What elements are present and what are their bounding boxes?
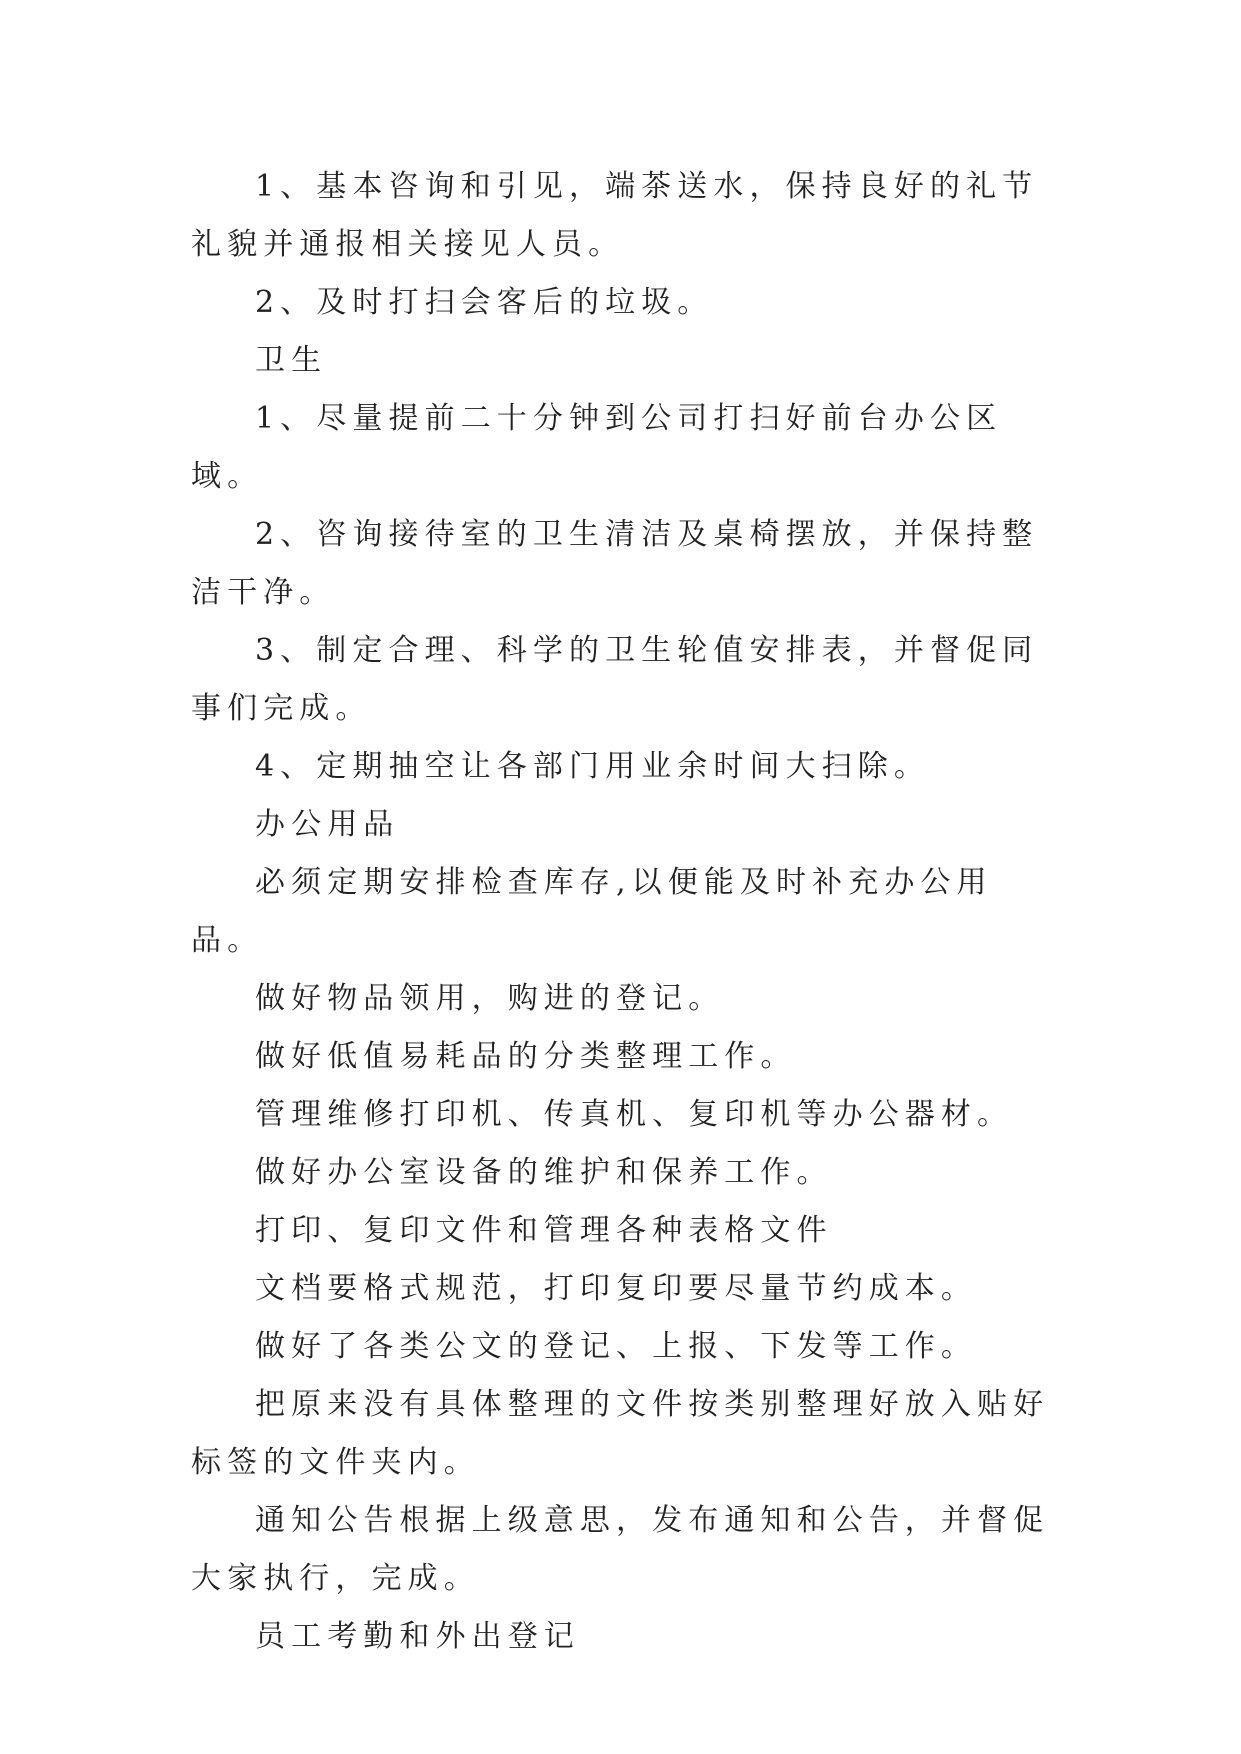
section-heading: 员工考勤和外出登记 bbox=[255, 1619, 580, 1654]
paragraph: 文档要格式规范，打印复印要尽量节约成本。 bbox=[255, 1271, 977, 1306]
paragraph: 做好低值易耗品的分类整理工作。 bbox=[255, 1039, 797, 1074]
paragraph: 4、定期抽空让各部门用业余时间大扫除。 bbox=[255, 749, 930, 784]
paragraph: 必须定期安排检查库存,以便能及时补充办公用品。 bbox=[191, 865, 993, 958]
paragraph: 2、及时打扫会客后的垃圾。 bbox=[255, 285, 714, 320]
paragraph: 做好了各类公文的登记、上报、下发等工作。 bbox=[255, 1329, 977, 1364]
paragraph: 3、制定合理、科学的卫生轮值安排表，并督促同事们完成。 bbox=[191, 633, 1039, 726]
paragraph: 做好办公室设备的维护和保养工作。 bbox=[255, 1155, 833, 1190]
section-heading: 办公用品 bbox=[255, 807, 400, 842]
paragraph: 把原来没有具体整理的文件按类别整理好放入贴好标签的文件夹内。 bbox=[191, 1387, 1050, 1480]
document-body bbox=[191, 158, 1051, 1666]
paragraph: 打印、复印文件和管理各种表格文件 bbox=[255, 1213, 833, 1248]
paragraph: 管理维修打印机、传真机、复印机等办公器材。 bbox=[255, 1097, 1014, 1132]
paragraph: 通知公告根据上级意思，发布通知和公告，并督促大家执行，完成。 bbox=[191, 1503, 1050, 1596]
paragraph: 1、基本咨询和引见，端茶送水，保持良好的礼节礼貌并通报相关接见人员。 bbox=[191, 169, 1039, 262]
paragraph: 做好物品领用，购进的登记。 bbox=[255, 981, 725, 1016]
paragraph: 1、尽量提前二十分钟到公司打扫好前台办公区域。 bbox=[191, 401, 1003, 494]
paragraph: 2、咨询接待室的卫生清洁及桌椅摆放，并保持整洁干净。 bbox=[191, 517, 1039, 610]
section-heading: 卫生 bbox=[255, 343, 328, 378]
